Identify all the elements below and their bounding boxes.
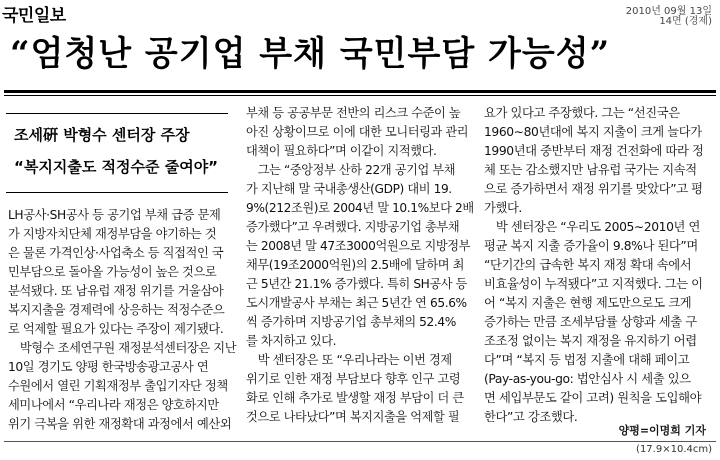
article-line: 복지지출을 경제력에 상응하는 적정수준으 [8, 303, 225, 317]
article-line: 1960∼80년대에 복지 지출이 크게 늘다가 [484, 125, 702, 139]
article-line: 체 또는 감소했지만 남유럽 국가는 지속적 [484, 163, 697, 177]
article-column-1 [8, 206, 237, 434]
byline: 양평=이명희 기자 [618, 424, 706, 437]
article-line: 은 물론 가격인상·사업축소 등 직접적인 국 [8, 246, 224, 260]
article-line: 것으로 나타났다”며 복지지출을 억제할 필 [246, 410, 460, 424]
article-line: 조조정 없이는 복지 재정을 유지하기 어렵 [484, 334, 697, 348]
article-size-note: (17.9×10.4cm) [636, 444, 712, 455]
article-line: 는 2008년 말 47조3000억원으로 지방정부 [246, 239, 470, 253]
article-line: 박형수 조세연구원 재정분석센터장은 지난 [8, 341, 237, 355]
article-column-2 [246, 104, 476, 427]
article-line: 대책이 필요하다”며 이같이 지적했다. [246, 144, 437, 158]
headline: “엄청난 공기업 부채 국민부담 가능성” [10, 34, 611, 74]
article-line: 씩 증가하며 지방공기업 총부채의 52.4% [246, 315, 456, 329]
article-line: 화로 인해 추가로 발생할 재정 부담이 더 큰 [246, 391, 464, 405]
article-line: “단기간의 급속한 복지 재정 확대 속에서 [484, 258, 692, 272]
bottom-rule [4, 441, 716, 442]
article-line: (Pay-as-you-go: 법안심사 시 세출 있으 [484, 372, 691, 386]
article-line: 증가하는 만큼 조세부담률 상향과 세출 구 [484, 315, 697, 329]
article-line: 한다”고 강조했다. [484, 410, 578, 424]
article-line: 증가했다”고 우려했다. 지방공기업 총부채 [246, 220, 460, 234]
article-line: 도시개발공사 부채는 최근 5년간 연 65.6% [246, 296, 467, 310]
article-line: 채무(19조2000억원)의 2.5배에 달하며 최 [246, 258, 464, 272]
article-line: 가 지방자치단체 재정부담을 야기하는 것 [8, 227, 217, 241]
article-line: 위기 극복을 위한 재정확대 과정에서 예산외 [8, 417, 232, 431]
article-line: 로 억제할 필요가 있다는 주장이 제기됐다. [8, 322, 224, 336]
article-line: 분석됐다. 또 남유럽 재정 위기를 거울삼아 [8, 284, 224, 298]
article-line: 를 차지하고 있다. [246, 334, 337, 348]
article-line: 비효율성이 누적됐다”고 지적했다. 그는 이 [484, 277, 703, 291]
article-line: 박 센터장은 또 “우리나라는 이번 경제 [246, 353, 452, 367]
article-line: 9%(212조원)로 2004년 말 10.1%보다 2배 [246, 201, 474, 215]
article-line: 부채 등 공공부문 전반의 리스크 수준이 높 [246, 106, 461, 120]
article-line: 가했다. [484, 201, 522, 215]
article-line: 어 “복지 지출은 현행 제도만으로도 크게 [484, 296, 692, 310]
article-line: 아진 상황이므로 이에 대한 모니터링과 관리 [246, 125, 469, 139]
article-line: 다”며 “복지 등 법정 지출에 대해 페이고 [484, 353, 690, 367]
article-line: 1990년대 중반부터 재정 건전화에 따라 정 [484, 144, 704, 158]
article-line: 수원에서 열린 기획재정부 출입기자단 정책 [8, 379, 228, 393]
article-line: 박 센터장은 “우리도 2005∼2010년 연 [484, 220, 700, 234]
article-line: 요가 있다고 주장했다. 그는 “선진국은 [484, 106, 680, 120]
article-line: 으로 증가하면서 재정 위기를 맞았다”고 평 [484, 182, 703, 196]
article-column-3 [484, 104, 703, 427]
article-line: 면 세입부문도 같이 고려) 원칙을 도입해야 [484, 391, 702, 405]
subheadline-2: “복지지출도 적정수준 줄여야” [14, 158, 219, 176]
article-line: 근 5년간 21.1% 증가했다. 특히 SH공사 등 [246, 277, 468, 291]
newspaper-logo: 국민일보 [2, 6, 66, 26]
publication-date: 2010년 09월 13일 [625, 6, 712, 17]
article-line: LH공사·SH공사 등 공기업 부채 급증 문제 [8, 208, 221, 222]
article-line: 평균 복지 지출 증가율이 9.8%나 된다”며 [484, 239, 698, 253]
article-line: 위기로 인한 재정 부담보다 향후 인구 고령 [246, 372, 461, 386]
publication-page: 14면 (경제) [659, 16, 712, 27]
article-line: 민부담으로 돌아올 가능성이 높은 것으로 [8, 265, 217, 279]
article-line: 세미나에서 “우리나라 재정은 양호하지만 [8, 398, 219, 412]
article-line: 그는 “중앙정부 산하 22개 공기업 부채 [246, 163, 456, 177]
article-line: 가 지난해 말 국내총생산(GDP) 대비 19. [246, 182, 452, 196]
article-line: 10일 경기도 양평 한국방송광고공사 연 [8, 360, 209, 374]
headline-rule-thin [4, 95, 716, 96]
masthead [0, 0, 720, 27]
subheadline-box [6, 113, 228, 193]
headline-rule [4, 90, 716, 93]
subheadline-1: 조세硏 박형수 센터장 주장 [14, 126, 190, 144]
